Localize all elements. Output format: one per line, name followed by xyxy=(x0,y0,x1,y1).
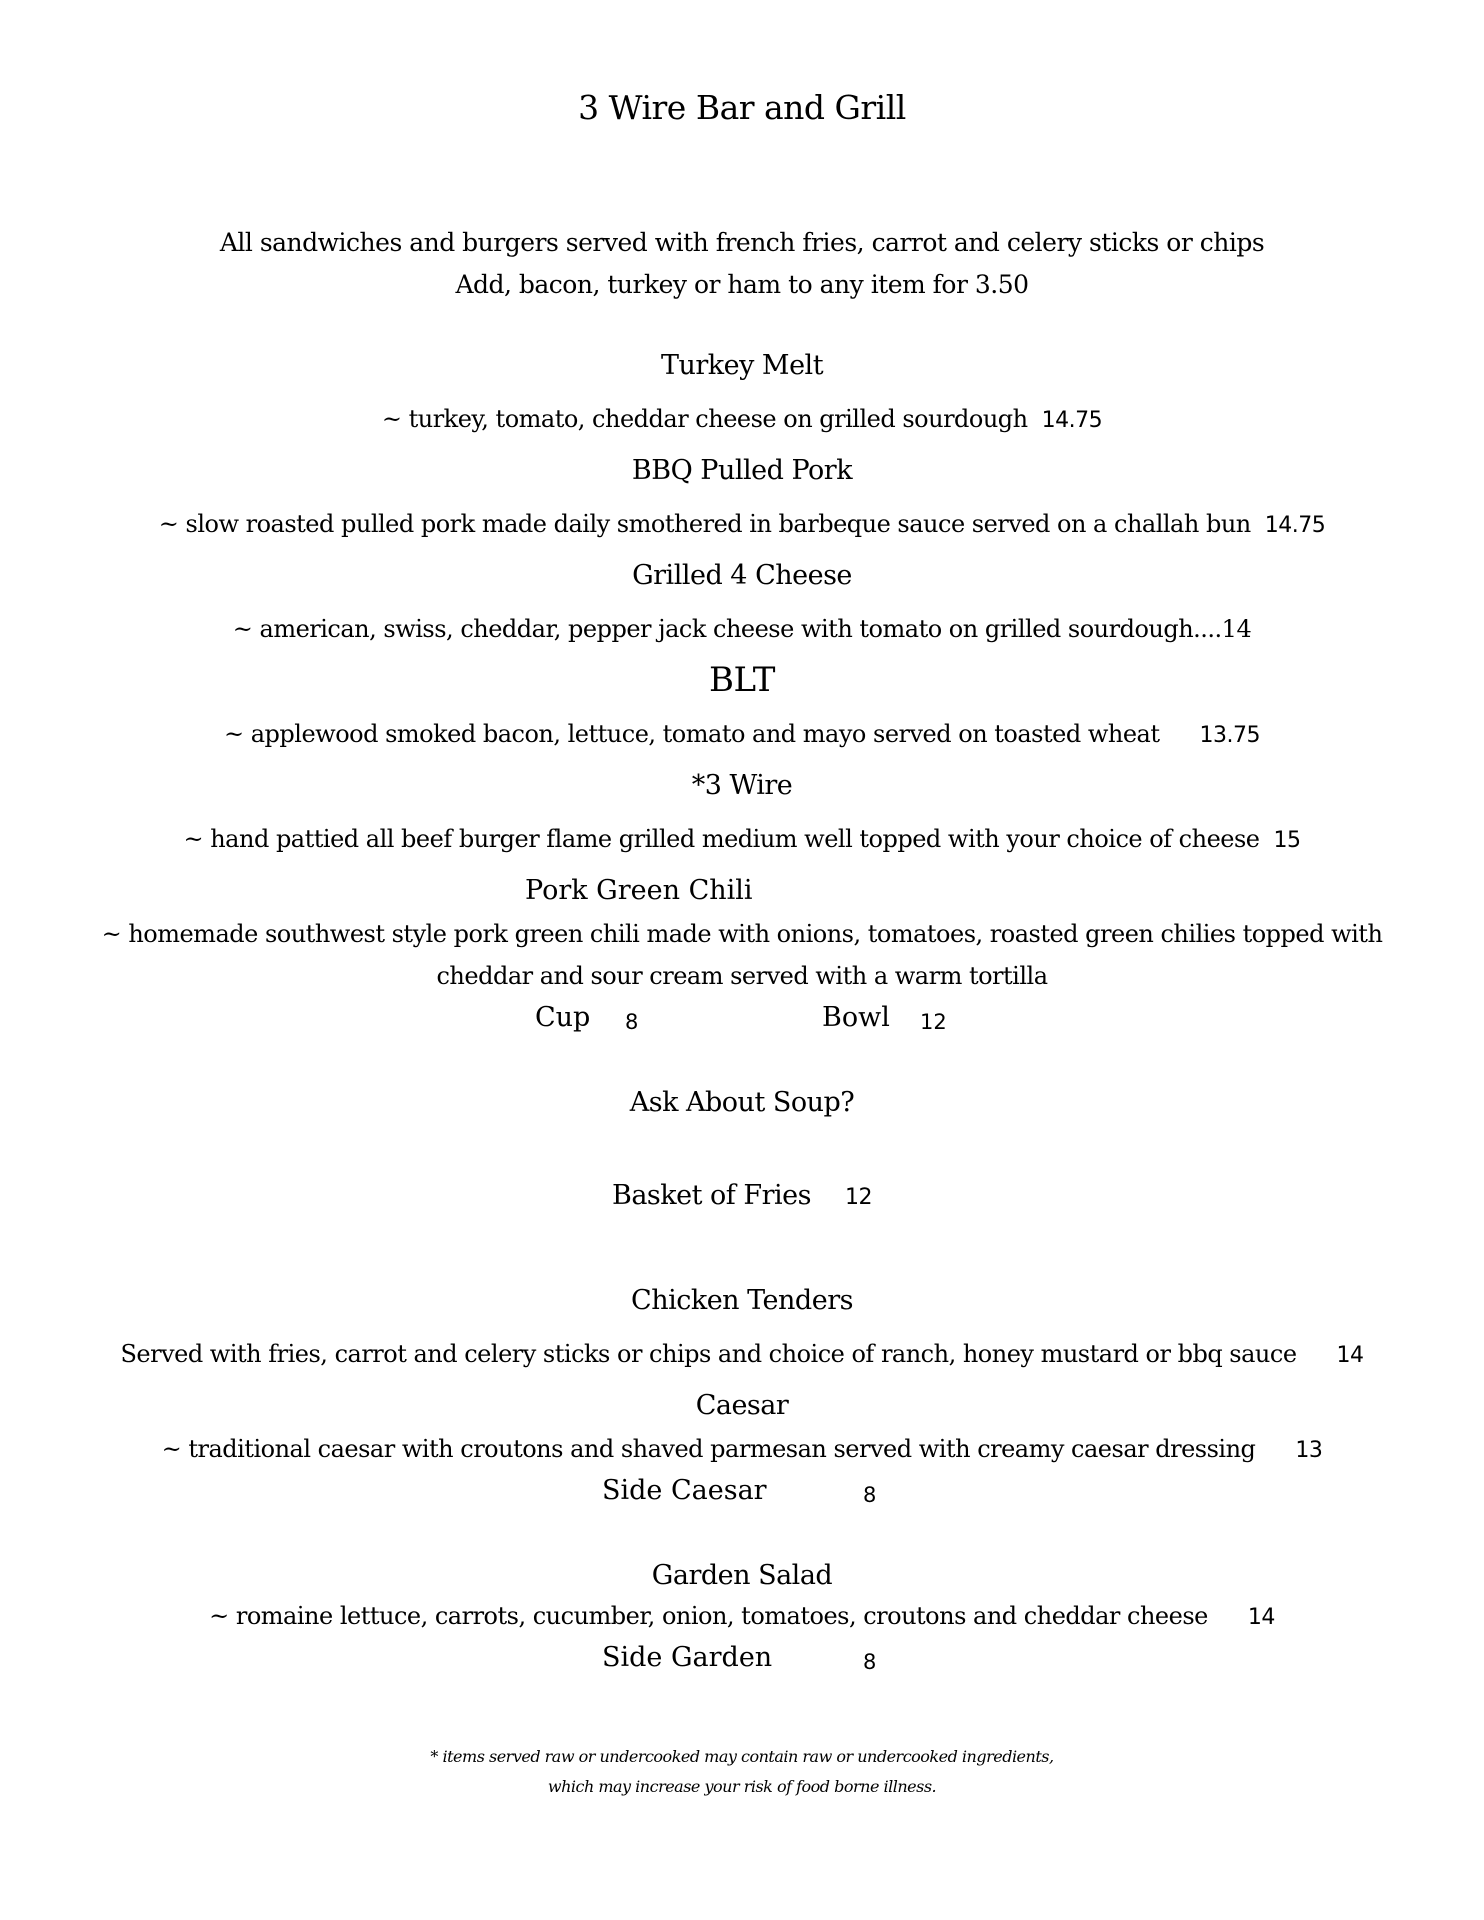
item-name-turkey-melt: Turkey Melt xyxy=(660,350,824,381)
item-name-grilled-4-cheese: Grilled 4 Cheese xyxy=(632,560,852,591)
item-description: ~ romaine lettuce, carrots, cucumber, onion, tomatoes, croutons and cheddar cheese xyxy=(209,1602,1208,1630)
side-garden-label: Side Garden xyxy=(602,1642,773,1673)
size-cup-price: 8 xyxy=(625,1010,639,1034)
item-desc-3-wire xyxy=(0,825,1484,853)
item-description: ~ traditional caesar with croutons and shaved parmesan served with creamy caesar dressing xyxy=(161,1435,1256,1463)
side-garden-price: 8 xyxy=(863,1650,877,1674)
item-desc-caesar xyxy=(0,1435,1484,1463)
size-bowl-price: 12 xyxy=(920,1010,947,1034)
item-name-bbq-pulled-pork: BBQ Pulled Pork xyxy=(631,455,853,486)
item-name-caesar: Caesar xyxy=(695,1390,789,1421)
side-caesar-label: Side Caesar xyxy=(602,1475,767,1506)
item-name-blt: BLT xyxy=(709,660,775,700)
disclaimer-line-1: * items served raw or undercooked may contain raw or undercooked ingredients, xyxy=(430,1747,1054,1766)
item-description: Served with fries, carrot and celery sticks or chips and choice of ranch, honey mustard or bbq sauce xyxy=(120,1340,1297,1368)
item-desc-chicken-tenders xyxy=(0,1340,1484,1368)
item-price: 14 xyxy=(1247,1605,1275,1630)
item-description: ~ applewood smoked bacon, lettuce, tomato and mayo served on toasted wheat xyxy=(224,720,1160,748)
item-price: 12 xyxy=(845,1185,872,1210)
item-price: 14.75 xyxy=(1264,513,1326,538)
item-desc-garden-salad xyxy=(0,1602,1484,1630)
item-price: 14 xyxy=(1336,1343,1364,1368)
item-description: ~ turkey, tomato, cheddar cheese on grilled sourdough xyxy=(381,405,1028,433)
item-name-garden-salad: Garden Salad xyxy=(651,1560,833,1591)
side-caesar-price: 8 xyxy=(863,1483,877,1507)
item-desc-grilled-4-cheese: ~ american, swiss, cheddar, pepper jack cheese with tomato on grilled sourdough....14 xyxy=(232,615,1252,643)
disclaimer-line-2: which may increase your risk of food borne illness. xyxy=(547,1777,937,1796)
item-price: 15 xyxy=(1273,828,1301,853)
item-desc-pork-green-chili-line-2: cheddar and sour cream served with a warm tortilla xyxy=(436,962,1048,990)
item-price: 13.75 xyxy=(1199,723,1260,748)
size-bowl-label: Bowl xyxy=(822,1002,890,1033)
intro-line-1: All sandwiches and burgers served with french fries, carrot and celery sticks or chips xyxy=(219,228,1265,257)
intro-line-2: Add, bacon, turkey or ham to any item for 3.50 xyxy=(455,270,1029,299)
size-cup-label: Cup xyxy=(535,1002,591,1033)
item-name-3-wire: *3 Wire xyxy=(691,770,793,801)
item-desc-bbq-pulled-pork xyxy=(0,510,1484,538)
item-basket-of-fries xyxy=(0,1180,1484,1211)
ask-about-soup: Ask About Soup? xyxy=(629,1087,855,1118)
item-name: Basket of Fries xyxy=(611,1180,811,1211)
item-desc-pork-green-chili-line-1: ~ homemade southwest style pork green chili made with onions, tomatoes, roasted green chilies topped with xyxy=(101,920,1383,948)
item-desc-blt xyxy=(0,720,1484,748)
restaurant-title: 3 Wire Bar and Grill xyxy=(578,88,906,127)
item-name-pork-green-chili: Pork Green Chili xyxy=(525,875,753,906)
item-name-chicken-tenders: Chicken Tenders xyxy=(631,1285,853,1316)
item-description: ~ slow roasted pulled pork made daily smothered in barbeque sauce served on a challah bun xyxy=(158,510,1251,538)
item-desc-turkey-melt xyxy=(0,405,1484,433)
item-price: 14.75 xyxy=(1041,408,1103,433)
item-description: ~ hand pattied all beef burger flame grilled medium well topped with your choice of cheese xyxy=(183,825,1260,853)
item-price: 13 xyxy=(1295,1438,1323,1463)
